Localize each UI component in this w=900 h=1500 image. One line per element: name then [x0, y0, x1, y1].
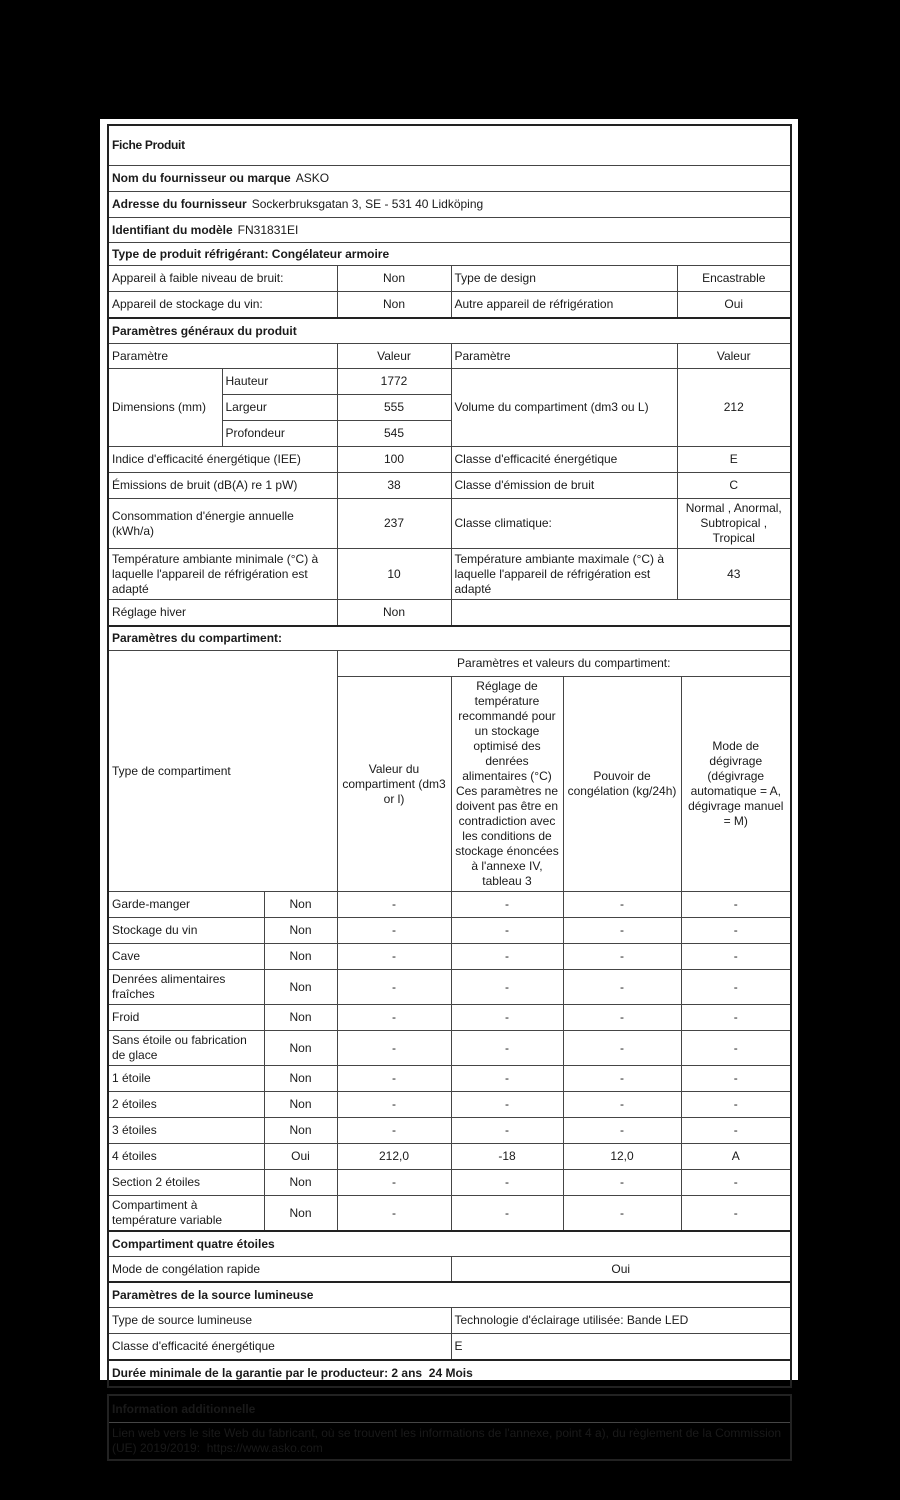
- param-cell: Type de design: [451, 266, 677, 292]
- defrost-column-header: Mode de dégivrage (dégivrage automatique = A, dégivrage manuel = M): [681, 677, 791, 892]
- general-row: [108, 447, 791, 473]
- group-header: Paramètres et valeurs du compartiment:: [337, 651, 791, 677]
- param-cell: Température ambiante minimale (°C) à laquelle l'appareil de réfrigération est adapté: [108, 549, 337, 600]
- compartment-row-four-star: [108, 1144, 791, 1170]
- compartment-freeze: -: [563, 918, 681, 944]
- compartment-row: [108, 1066, 791, 1092]
- supplier-value: ASKO: [295, 171, 330, 185]
- supplier-label: Nom du fournisseur ou marque: [112, 171, 291, 185]
- value-cell: Non: [337, 266, 451, 292]
- value-cell: Normal , Anormal, Subtropical , Tropical: [677, 499, 791, 549]
- compartment-freeze: -: [563, 1092, 681, 1118]
- compartment-name: Denrées alimentaires fraîches: [108, 970, 264, 1005]
- quick-row: [108, 266, 791, 292]
- compartment-value: -: [337, 1031, 451, 1066]
- compartment-freeze: -: [563, 1031, 681, 1066]
- compartment-row: [108, 1031, 791, 1066]
- compartment-defrost: -: [681, 1066, 791, 1092]
- compartment-name: 3 étoiles: [108, 1118, 264, 1144]
- model-label: Identifiant du modèle: [112, 222, 233, 237]
- section-header-row: [108, 626, 791, 651]
- compartment-present: Non: [264, 892, 337, 918]
- general-row: [108, 473, 791, 499]
- supplier-row: [108, 166, 791, 192]
- title-row: [108, 125, 791, 166]
- section-header-row: [108, 1282, 791, 1308]
- compartment-freeze: -: [563, 1066, 681, 1092]
- section-title-general: Paramètres généraux du produit: [108, 318, 791, 344]
- section-header-row: [108, 1395, 791, 1423]
- compartment-temp: -: [451, 1005, 563, 1031]
- compartment-name: Stockage du vin: [108, 918, 264, 944]
- product-info-table: [107, 124, 792, 627]
- column-header-row: [108, 344, 791, 369]
- compartment-value: -: [337, 1196, 451, 1232]
- compartment-table: [107, 625, 792, 1232]
- dimensions-label: Dimensions (mm): [108, 369, 222, 447]
- address-cell: [108, 192, 791, 218]
- address-row: [108, 192, 791, 218]
- compartment-temp: -: [451, 970, 563, 1005]
- section-title-additional: Information additionnelle: [108, 1395, 791, 1423]
- document-page: [100, 119, 798, 1455]
- compartment-defrost: -: [681, 1118, 791, 1144]
- value-cell: 237: [337, 499, 451, 549]
- freezing-column-header: Pouvoir de congélation (kg/24h): [563, 677, 681, 892]
- warranty-text: Durée minimale de la garantie par le producteur: 2 ans 24 Mois: [108, 1360, 791, 1387]
- model-row: [108, 218, 791, 243]
- compartment-temp: -: [451, 1118, 563, 1144]
- compartment-freeze: -: [563, 892, 681, 918]
- compartment-defrost: -: [681, 892, 791, 918]
- address-value: Sockerbruksgatan 3, SE - 531 40 Lidköping: [251, 197, 484, 211]
- section-title-four-star: Compartiment quatre étoiles: [108, 1231, 791, 1257]
- compartment-defrost: -: [681, 1031, 791, 1066]
- section-title-light: Paramètres de la source lumineuse: [108, 1282, 791, 1308]
- value-cell: Non: [337, 292, 451, 319]
- compartment-present: Non: [264, 918, 337, 944]
- volume-value: 212: [677, 369, 791, 447]
- compartment-name: Compartiment à température variable: [108, 1196, 264, 1232]
- compartment-value: -: [337, 1092, 451, 1118]
- dimension-name: Hauteur: [222, 369, 337, 395]
- compartment-present: Non: [264, 944, 337, 970]
- light-param: Classe d'efficacité énergétique: [108, 1334, 451, 1361]
- compartment-temp: -18: [451, 1144, 563, 1170]
- compartment-value: 212,0: [337, 1144, 451, 1170]
- compartment-value: -: [337, 1118, 451, 1144]
- param-cell: Consommation d'énergie annuelle (kWh/a): [108, 499, 337, 549]
- compartment-temp: -: [451, 944, 563, 970]
- compartment-value: -: [337, 970, 451, 1005]
- compartment-freeze: -: [563, 944, 681, 970]
- winter-label: Réglage hiver: [108, 600, 337, 627]
- compartment-name: Froid: [108, 1005, 264, 1031]
- compartment-value: -: [337, 1170, 451, 1196]
- compartment-freeze: -: [563, 1118, 681, 1144]
- compartment-defrost: -: [681, 1196, 791, 1232]
- compartment-defrost: -: [681, 970, 791, 1005]
- param-cell: Classe d'efficacité énergétique: [451, 447, 677, 473]
- value-cell: 10: [337, 549, 451, 600]
- section-title-compartment: Paramètres du compartiment:: [108, 626, 791, 651]
- model-value: FN31831EI: [237, 222, 299, 237]
- compartment-defrost: A: [681, 1144, 791, 1170]
- winter-row: [108, 600, 791, 627]
- compartment-group-header-row: [108, 651, 791, 677]
- compartment-defrost: -: [681, 918, 791, 944]
- compartment-defrost: -: [681, 1170, 791, 1196]
- type-header: Type de compartiment: [108, 651, 337, 892]
- empty-cell: [451, 600, 791, 627]
- fast-freeze-label: Mode de congélation rapide: [108, 1257, 451, 1283]
- additional-text: Lien web vers le site Web du fabricant, où se trouvent les informations de l'annexe, point 4 a), du règlement de la Commission (UE) 2019/2019: https://www.asko.com: [108, 1423, 791, 1461]
- quick-row: [108, 292, 791, 319]
- compartment-row: [108, 918, 791, 944]
- value-header: Valeur: [337, 344, 451, 369]
- dimension-value: 545: [337, 421, 451, 447]
- model-cell: [108, 218, 791, 243]
- compartment-freeze: -: [563, 1005, 681, 1031]
- param-header: Paramètre: [451, 344, 677, 369]
- compartment-defrost: -: [681, 1005, 791, 1031]
- compartment-temp: -: [451, 918, 563, 944]
- value-cell: C: [677, 473, 791, 499]
- param-cell: Température ambiante maximale (°C) à laquelle l'appareil de réfrigération est adapté: [451, 549, 677, 600]
- product-type: Type de produit réfrigérant: Congélateur armoire: [108, 243, 791, 266]
- compartment-row: [108, 1092, 791, 1118]
- compartment-value: -: [337, 892, 451, 918]
- compartment-row: [108, 1196, 791, 1232]
- general-row: [108, 549, 791, 600]
- compartment-value: -: [337, 1066, 451, 1092]
- section-header-row: [108, 318, 791, 344]
- general-row: [108, 499, 791, 549]
- compartment-present: Non: [264, 1170, 337, 1196]
- features-table: [107, 1230, 792, 1388]
- page-title: Fiche Produit: [108, 125, 791, 166]
- param-cell: Indice d'efficacité énergétique (IEE): [108, 447, 337, 473]
- supplier-cell: [108, 166, 791, 192]
- light-value: Technologie d'éclairage utilisée: Bande LED: [451, 1308, 791, 1334]
- compartment-temp: -: [451, 1066, 563, 1092]
- compartment-value: -: [337, 1005, 451, 1031]
- compartment-value: -: [337, 918, 451, 944]
- product-type-row: [108, 243, 791, 266]
- compartment-present: Non: [264, 1031, 337, 1066]
- temperature-column-header: Réglage de température recommandé pour un stockage optimisé des denrées alimentaires (°C) Ces paramètres ne doivent pas être en contradiction avec les conditions de stockage énoncées à l'annexe IV, tableau 3: [451, 677, 563, 892]
- compartment-present: Non: [264, 1066, 337, 1092]
- compartment-value: -: [337, 944, 451, 970]
- compartment-row: [108, 1118, 791, 1144]
- compartment-row: [108, 970, 791, 1005]
- param-cell: Appareil de stockage du vin:: [108, 292, 337, 319]
- compartment-present: Non: [264, 1092, 337, 1118]
- param-cell: Appareil à faible niveau de bruit:: [108, 266, 337, 292]
- fast-freeze-row: [108, 1257, 791, 1283]
- light-row: [108, 1308, 791, 1334]
- compartment-present: Non: [264, 970, 337, 1005]
- param-cell: Émissions de bruit (dB(A) re 1 pW): [108, 473, 337, 499]
- value-cell: 43: [677, 549, 791, 600]
- compartment-row: [108, 892, 791, 918]
- value-cell: E: [677, 447, 791, 473]
- warranty-row: [108, 1360, 791, 1387]
- compartment-name: 1 étoile: [108, 1066, 264, 1092]
- compartment-freeze: 12,0: [563, 1144, 681, 1170]
- compartment-name: Garde-manger: [108, 892, 264, 918]
- light-row: [108, 1334, 791, 1361]
- address-label: Adresse du fournisseur: [112, 197, 247, 211]
- dimension-name: Largeur: [222, 395, 337, 421]
- fast-freeze-value: Oui: [451, 1257, 791, 1283]
- compartment-freeze: -: [563, 1170, 681, 1196]
- light-value: E: [451, 1334, 791, 1361]
- param-cell: Classe d'émission de bruit: [451, 473, 677, 499]
- compartment-name: Cave: [108, 944, 264, 970]
- compartment-temp: -: [451, 1092, 563, 1118]
- compartment-row: [108, 1170, 791, 1196]
- additional-info-table: [107, 1394, 792, 1461]
- dimension-name: Profondeur: [222, 421, 337, 447]
- compartment-present: Non: [264, 1118, 337, 1144]
- param-cell: Classe climatique:: [451, 499, 677, 549]
- dimension-row: [108, 369, 791, 395]
- value-column-header: Valeur du compartiment (dm3 or l): [337, 677, 451, 892]
- compartment-name: 2 étoiles: [108, 1092, 264, 1118]
- winter-value: Non: [337, 600, 451, 627]
- compartment-present: Oui: [264, 1144, 337, 1170]
- value-cell: 38: [337, 473, 451, 499]
- compartment-defrost: -: [681, 1092, 791, 1118]
- compartment-name: Section 2 étoiles: [108, 1170, 264, 1196]
- value-cell: Encastrable: [677, 266, 791, 292]
- dimension-value: 1772: [337, 369, 451, 395]
- compartment-temp: -: [451, 892, 563, 918]
- compartment-defrost: -: [681, 944, 791, 970]
- compartment-present: Non: [264, 1196, 337, 1232]
- compartment-temp: -: [451, 1170, 563, 1196]
- value-header: Valeur: [677, 344, 791, 369]
- dimension-value: 555: [337, 395, 451, 421]
- compartment-name: 4 étoiles: [108, 1144, 264, 1170]
- compartment-row: [108, 1005, 791, 1031]
- param-cell: Autre appareil de réfrigération: [451, 292, 677, 319]
- value-cell: 100: [337, 447, 451, 473]
- volume-label: Volume du compartiment (dm3 ou L): [451, 369, 677, 447]
- compartment-temp: -: [451, 1031, 563, 1066]
- light-param: Type de source lumineuse: [108, 1308, 451, 1334]
- compartment-temp: -: [451, 1196, 563, 1232]
- value-cell: Oui: [677, 292, 791, 319]
- compartment-name: Sans étoile ou fabrication de glace: [108, 1031, 264, 1066]
- section-header-row: [108, 1231, 791, 1257]
- compartment-freeze: -: [563, 970, 681, 1005]
- additional-text-row: [108, 1423, 791, 1461]
- param-header: Paramètre: [108, 344, 337, 369]
- compartment-row: [108, 944, 791, 970]
- compartment-present: Non: [264, 1005, 337, 1031]
- compartment-freeze: -: [563, 1196, 681, 1232]
